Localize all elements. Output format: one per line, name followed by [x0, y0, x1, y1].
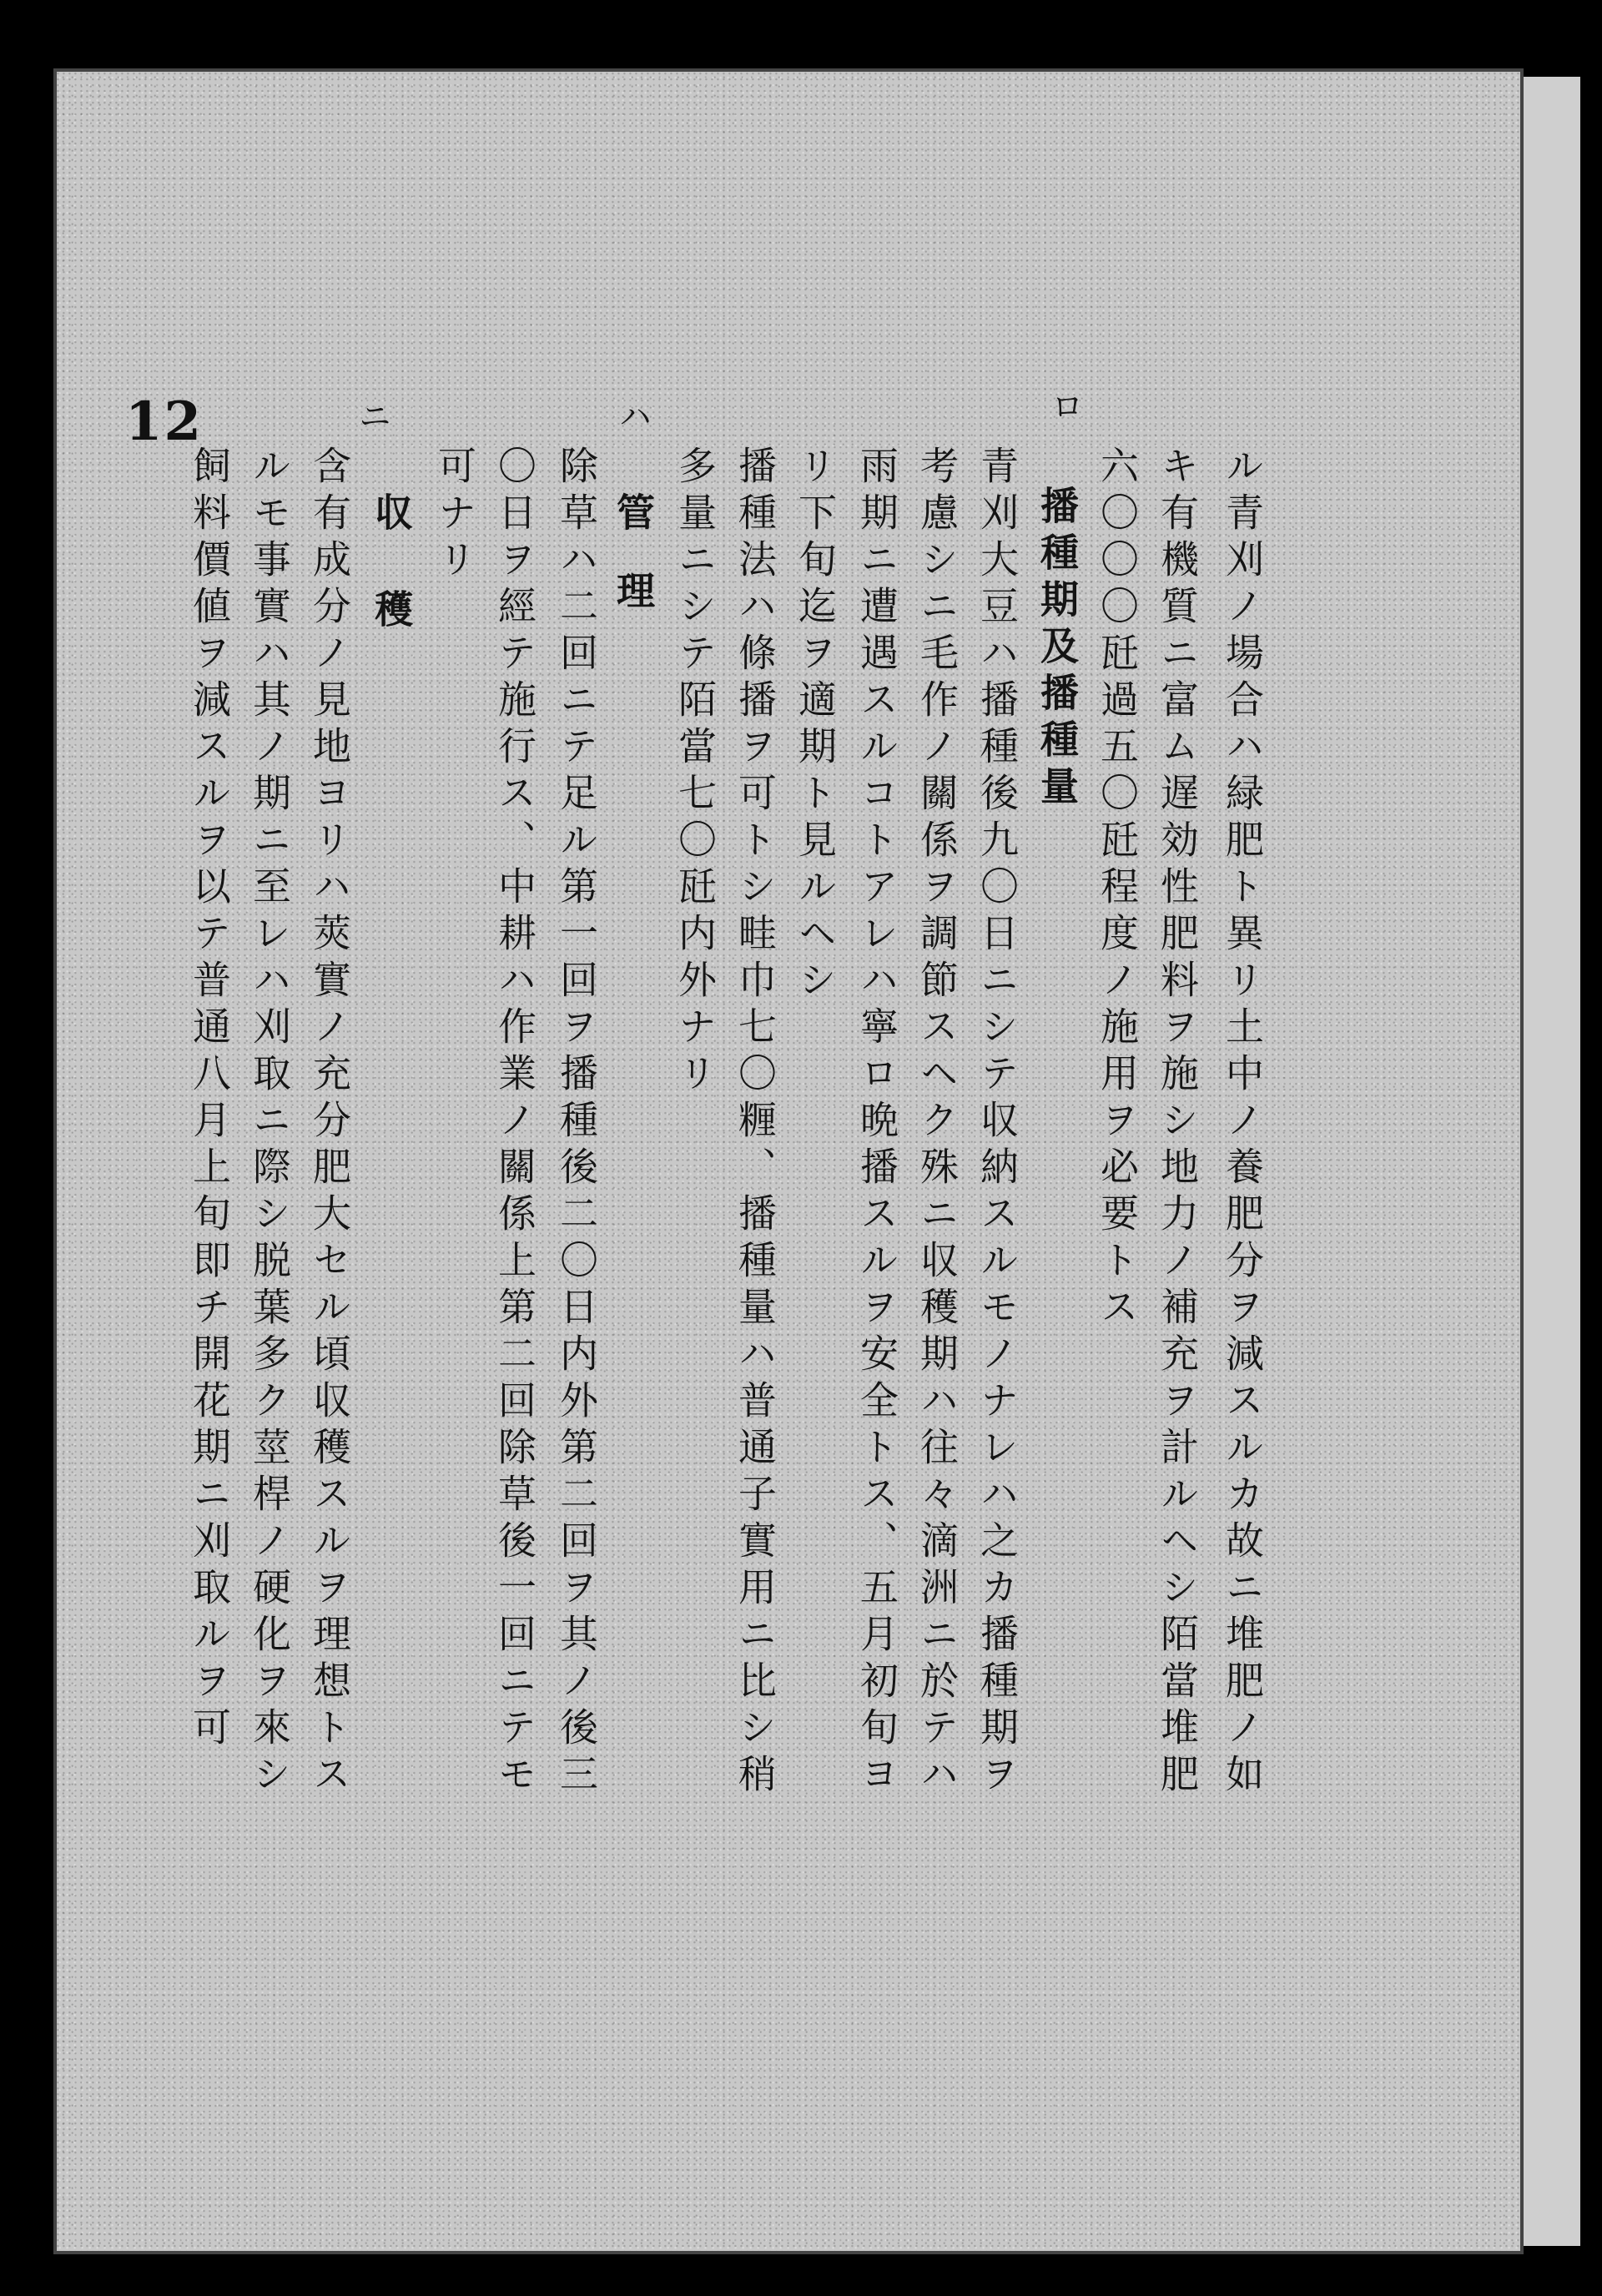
- text-column: 六〇〇〇瓩過五〇瓩程度ノ施用ヲ必要トス: [1095, 446, 1140, 1333]
- text-column: 〇日ヲ經テ施行ス、中耕ハ作業ノ關係上第二回除草後一回ニテモ: [492, 446, 537, 1800]
- page-number: 12: [125, 390, 204, 453]
- text-column: リ下旬迄ヲ適期ト見ルヘシ: [793, 446, 838, 1006]
- text-column: ルモ事實ハ其ノ期ニ至レハ刈取ニ際シ脱葉多ク莖桿ノ硬化ヲ來シ: [247, 446, 292, 1800]
- text-column: 多量ニシテ陌當七〇瓩内外ナリ: [673, 446, 718, 1100]
- text-column: 飼料價値ヲ減スルヲ以テ普通八月上旬即チ開花期ニ刈取ルヲ可: [187, 446, 232, 1754]
- text-column: 青刈大豆ハ播種後九〇日ニシテ収納スルモノナレハ之カ播種期ヲ: [975, 446, 1020, 1800]
- section-marker-ni: ニ: [353, 399, 391, 466]
- text-column: 含有成分ノ見地ヨリハ莢實ノ充分肥大セル頃収穫スルヲ理想トス: [307, 446, 352, 1800]
- underlying-sheet: [1515, 77, 1580, 2246]
- text-column: 雨期ニ遭遇スルコトアレハ寧ロ晩播スルヲ安全トス、五月初旬ヨ: [854, 446, 899, 1800]
- section-heading: 播種期及播種量: [1035, 486, 1080, 813]
- text-column: キ有機質ニ富ム遅効性肥料ヲ施シ地力ノ補充ヲ計ルヘシ陌當堆肥: [1155, 446, 1200, 1800]
- section-marker-ro: ロ: [1045, 389, 1084, 456]
- text-column: 除草ハ二回ニテ足ル第一回ヲ播種後二〇日内外第二回ヲ其ノ後三: [554, 446, 599, 1800]
- section-marker-ha: ハ: [613, 399, 652, 466]
- text-column: ル青刈ノ場合ハ緑肥ト異リ土中ノ養肥分ヲ減スルカ故ニ堆肥ノ如: [1220, 446, 1265, 1800]
- text-column: 考慮シニ毛作ノ關係ヲ調節スヘク殊ニ収穫期ハ往々滴洲ニ於テハ: [914, 446, 960, 1800]
- section-heading: 管理: [611, 492, 656, 649]
- text-column: 播種法ハ條播ヲ可トシ畦巾七〇糎、播種量ハ普通子實用ニ比シ稍: [733, 446, 778, 1800]
- text-column: 可ナリ: [432, 446, 477, 586]
- section-heading: 収穫: [369, 492, 414, 686]
- document-page: [53, 68, 1524, 2254]
